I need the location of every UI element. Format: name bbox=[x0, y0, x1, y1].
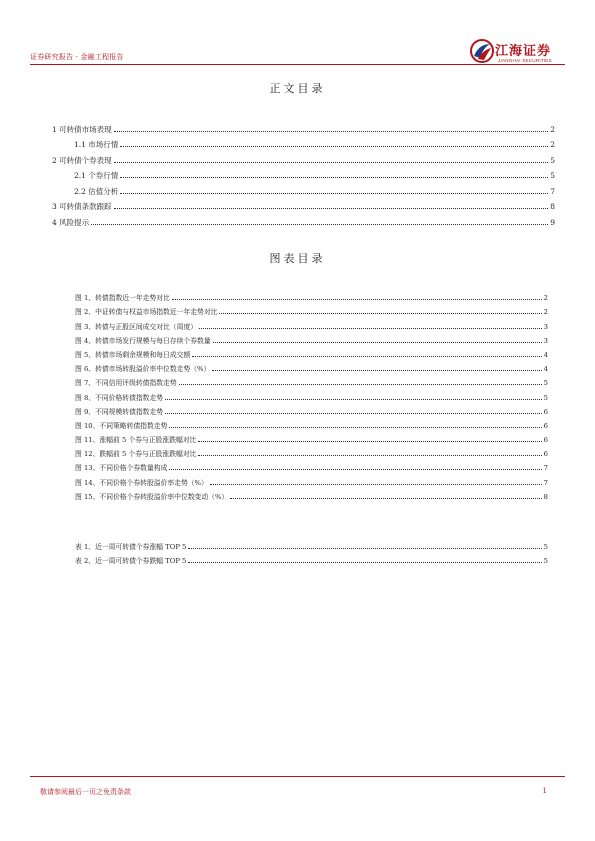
figure-entry-page: 5 bbox=[543, 393, 548, 402]
toc-title: 正文目录 bbox=[269, 82, 326, 95]
toc-entry[interactable] bbox=[52, 196, 555, 212]
figure-entry-label: 图 6、转债市场转股溢价率中位数走势（%） bbox=[75, 365, 211, 374]
dot-leader bbox=[169, 427, 541, 428]
dot-leader bbox=[213, 342, 542, 343]
dot-leader bbox=[114, 162, 549, 163]
figure-entry-label: 图 15、不同价格个券转股溢价率中位数变动（%） bbox=[75, 492, 229, 501]
header-divider bbox=[30, 64, 565, 65]
figure-entry-label: 图 8、不同价格转债指数走势 bbox=[75, 393, 164, 402]
dot-leader bbox=[230, 498, 541, 499]
dot-leader bbox=[199, 328, 542, 329]
footer-divider bbox=[30, 776, 565, 777]
figure-entry-page: 5 bbox=[543, 379, 548, 388]
figure-entry[interactable] bbox=[75, 487, 548, 501]
dot-leader bbox=[91, 224, 548, 225]
figure-entry-page: 6 bbox=[543, 450, 548, 459]
page-number: 1 bbox=[542, 787, 547, 795]
toc-entry[interactable] bbox=[52, 118, 555, 134]
dot-leader bbox=[114, 208, 549, 209]
toc-entry[interactable] bbox=[52, 180, 555, 196]
figure-entry-label: 图 3、转债与正股区间成交对比（周度） bbox=[75, 322, 198, 331]
figure-entry[interactable] bbox=[75, 331, 548, 345]
figure-entry-page: 4 bbox=[543, 350, 548, 359]
table-of-contents bbox=[52, 118, 555, 227]
dot-leader bbox=[192, 356, 541, 357]
figure-entry-page: 6 bbox=[543, 436, 548, 445]
dot-leader bbox=[120, 193, 548, 194]
list-of-tables bbox=[75, 537, 548, 565]
table-entry-page: 5 bbox=[543, 543, 548, 552]
toc-entry-page: 7 bbox=[550, 186, 555, 196]
dot-leader bbox=[120, 177, 548, 178]
dot-leader bbox=[212, 370, 541, 371]
toc-entry-page: 5 bbox=[550, 155, 555, 165]
logo-chinese-name: 江海证券 bbox=[495, 44, 552, 59]
figure-entry-label: 图 9、不同规模转债指数走势 bbox=[75, 407, 164, 416]
toc-entry-page: 9 bbox=[550, 217, 555, 227]
toc-entry[interactable] bbox=[52, 211, 555, 227]
table-entry-label: 表 1、近一周可转债个券涨幅 TOP 5 bbox=[75, 543, 187, 552]
figure-entry[interactable] bbox=[75, 316, 548, 330]
figure-entry-label: 图 2、中证转债与权益市场指数近一年走势对比 bbox=[75, 308, 218, 317]
dot-leader bbox=[188, 562, 541, 563]
company-logo bbox=[469, 38, 565, 66]
figure-entry[interactable] bbox=[75, 345, 548, 359]
toc-entry-label: 4 风险提示 bbox=[52, 217, 90, 227]
dot-leader bbox=[172, 299, 542, 300]
dot-leader bbox=[120, 146, 548, 147]
list-of-figures bbox=[75, 288, 548, 501]
toc-entry-page: 2 bbox=[550, 140, 555, 149]
figure-entry-page: 3 bbox=[543, 336, 548, 345]
dot-leader bbox=[198, 441, 541, 442]
figure-entry-page: 2 bbox=[543, 308, 548, 317]
figure-entry[interactable] bbox=[75, 359, 548, 373]
figure-entry-page: 3 bbox=[543, 322, 548, 331]
figure-entry[interactable] bbox=[75, 387, 548, 401]
figure-entry[interactable] bbox=[75, 458, 548, 472]
figure-entry-page: 4 bbox=[543, 365, 548, 374]
toc-entry-label: 2 可转债个券表现 bbox=[52, 155, 112, 165]
figure-entry-label: 图 4、转债市场发行规模与每日存续个券数量 bbox=[75, 336, 211, 345]
toc-entry-label: 2.2 估值分析 bbox=[74, 186, 119, 196]
toc-entry[interactable] bbox=[52, 165, 555, 181]
figure-entry-label: 图 11、涨幅前 5 个券与正股涨跌幅对比 bbox=[75, 436, 197, 445]
table-entry[interactable] bbox=[75, 537, 548, 551]
figure-entry-label: 图 5、转债市场剩余规模和每日成交额 bbox=[75, 350, 191, 359]
figure-entry[interactable] bbox=[75, 402, 548, 416]
toc-entry-page: 8 bbox=[550, 202, 555, 211]
table-entry[interactable] bbox=[75, 551, 548, 565]
figure-entry-page: 7 bbox=[543, 478, 548, 487]
toc-entry[interactable] bbox=[52, 149, 555, 165]
toc-entry-page: 2 bbox=[550, 124, 555, 134]
figure-entry[interactable] bbox=[75, 472, 548, 486]
logo-english-name: JIANGHAI SECURITIES bbox=[498, 58, 552, 63]
dot-leader bbox=[219, 313, 541, 314]
figure-entry[interactable] bbox=[75, 288, 548, 302]
report-type-label: 证券研究报告 · 金融工程报告 bbox=[30, 53, 124, 61]
toc-entry-label: 1 可转债市场表现 bbox=[52, 124, 112, 134]
dot-leader bbox=[169, 469, 541, 470]
toc-entry-page: 5 bbox=[550, 171, 555, 180]
table-entry-label: 表 2、近一周可转债个券跌幅 TOP 5 bbox=[75, 557, 187, 566]
dot-leader bbox=[188, 548, 541, 549]
dot-leader bbox=[179, 384, 542, 385]
logo-mark-icon bbox=[469, 38, 495, 64]
figure-entry[interactable] bbox=[75, 373, 548, 387]
figure-entry-page: 6 bbox=[543, 407, 548, 416]
dot-leader bbox=[114, 131, 549, 132]
table-entry-page: 5 bbox=[543, 557, 548, 566]
toc-entry-label: 1.1 市场行情 bbox=[74, 140, 119, 149]
figure-entry[interactable] bbox=[75, 302, 548, 316]
figure-entry[interactable] bbox=[75, 416, 548, 430]
toc-entry-label: 3 可转债条款跟踪 bbox=[52, 202, 112, 211]
dot-leader bbox=[210, 484, 542, 485]
toc-entry[interactable] bbox=[52, 134, 555, 150]
dot-leader bbox=[165, 413, 542, 414]
figure-entry-label: 图 7、不同信用评级转债指数走势 bbox=[75, 379, 177, 388]
figure-entry-label: 图 13、不同价格个券数量构成 bbox=[75, 464, 168, 473]
figure-entry-page: 2 bbox=[543, 294, 548, 303]
figure-entry-page: 7 bbox=[543, 464, 548, 473]
dot-leader bbox=[165, 399, 542, 400]
toc-entry-label: 2.1 个券行情 bbox=[74, 171, 119, 180]
figure-entry[interactable] bbox=[75, 444, 548, 458]
figure-entry-page: 8 bbox=[543, 492, 548, 501]
lof-title: 图表目录 bbox=[269, 252, 326, 265]
figure-entry-label: 图 14、不同价格个券转股溢价率走势（%） bbox=[75, 478, 208, 487]
figure-entry-label: 图 12、跌幅前 5 个券与正股涨跌幅对比 bbox=[75, 450, 197, 459]
figure-entry[interactable] bbox=[75, 430, 548, 444]
figure-entry-page: 6 bbox=[543, 421, 548, 430]
dot-leader bbox=[198, 455, 541, 456]
disclaimer-note: 敬请参阅最后一页之免责条款 bbox=[40, 788, 131, 796]
figure-entry-label: 图 1、转债指数近一年走势对比 bbox=[75, 294, 170, 303]
figure-entry-label: 图 10、不同策略转债指数走势 bbox=[75, 421, 168, 430]
